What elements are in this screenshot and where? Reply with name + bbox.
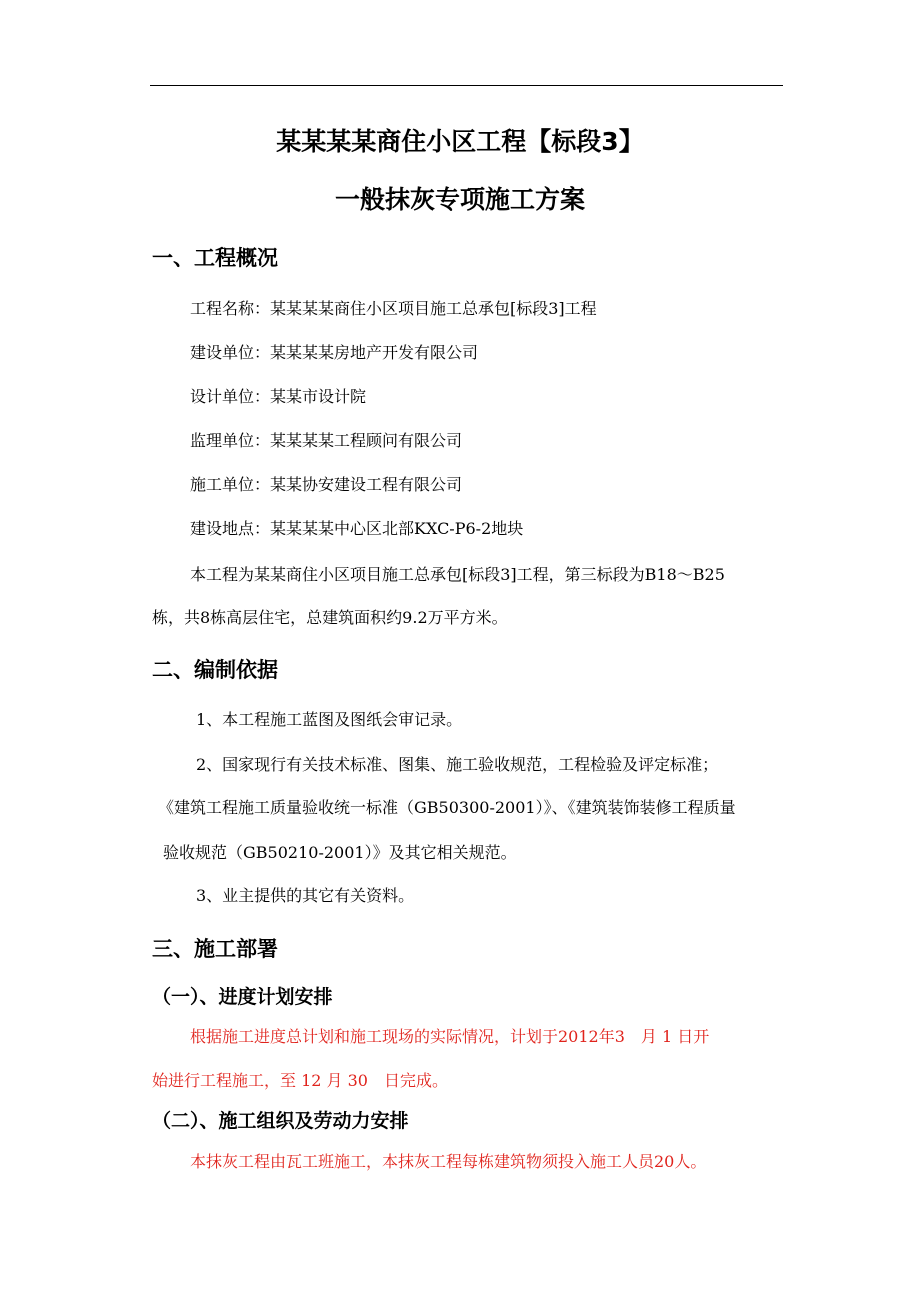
construction-site: 建设地点：某某某某中心区北部KXC-P6-2地块 <box>190 519 524 538</box>
overview-paragraph-line2: 栋，共8栋高层住宅，总建筑面积约9.2万平方米。 <box>152 608 508 627</box>
contractor-unit: 施工单位：某某协安建设工程有限公司 <box>190 475 463 494</box>
section-heading-deployment: 三、施工部署 <box>152 937 278 961</box>
section-heading-overview: 一、工程概况 <box>152 246 278 270</box>
supervision-unit: 监理单位：某某某某工程顾问有限公司 <box>190 431 463 450</box>
basis-item-1: 1、本工程施工蓝图及图纸会审记录。 <box>196 710 463 729</box>
labor-text-line1: 本抹灰工程由瓦工班施工，本抹灰工程每栋建筑物须投入施工人员20人。 <box>190 1152 707 1171</box>
overview-paragraph-line1: 本工程为某某商住小区项目施工总承包[标段3]工程，第三标段为B18～B25 <box>190 565 725 584</box>
project-name: 工程名称：某某某某商住小区项目施工总承包[标段3]工程 <box>190 299 597 318</box>
schedule-text-line1: 根据施工进度总计划和施工现场的实际情况，计划于2012年3 月 1 日开 <box>190 1027 710 1046</box>
basis-item-2-line3: 验收规范（GB50210-2001）》及其它相关规范。 <box>163 843 517 862</box>
construction-unit: 建设单位：某某某某房地产开发有限公司 <box>190 343 479 362</box>
basis-item-2-line1: 2、国家现行有关技术标准、图集、施工验收规范，工程检验及评定标准； <box>196 755 719 774</box>
document-subtitle: 一般抹灰专项施工方案 <box>334 185 585 214</box>
basis-item-2-line2: 《建筑工程施工质量验收统一标准（GB50300-2001）》、《建筑装饰装修工程质量 <box>158 798 736 817</box>
header-rule <box>150 85 783 86</box>
document-title: 某某某某商住小区工程【标段3】 <box>276 127 644 156</box>
section-heading-basis: 二、编制依据 <box>152 658 278 682</box>
basis-item-3: 3、业主提供的其它有关资料。 <box>196 886 415 905</box>
schedule-text-line2: 始进行工程施工，至 12 月 30 日完成。 <box>152 1071 448 1090</box>
subsection-heading-schedule: （一）、进度计划安排 <box>152 986 333 1008</box>
design-unit: 设计单位：某某市设计院 <box>190 387 367 406</box>
subsection-heading-labor: （二）、施工组织及劳动力安排 <box>152 1110 409 1132</box>
